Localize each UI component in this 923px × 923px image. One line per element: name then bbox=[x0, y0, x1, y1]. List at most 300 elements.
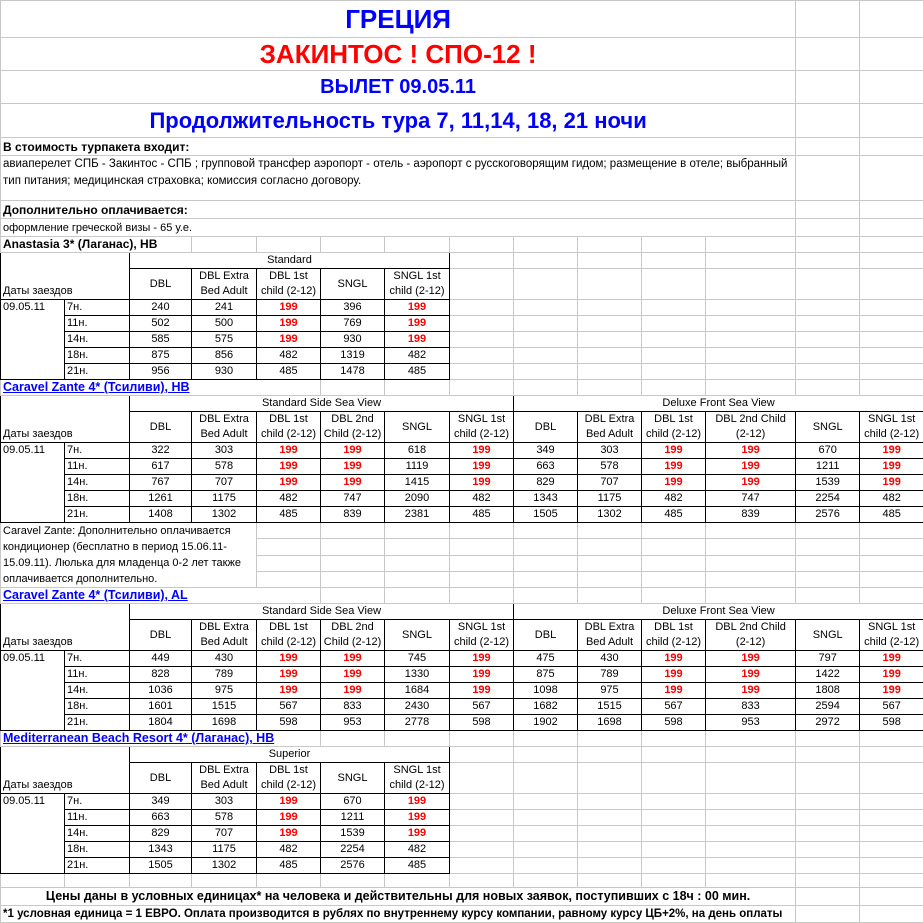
sheet-row bbox=[1, 888, 923, 906]
price-cell: 769 bbox=[321, 316, 385, 332]
price-cell: 482 bbox=[385, 348, 450, 364]
price-cell: 199 bbox=[450, 475, 514, 491]
price-cell: 199 bbox=[257, 826, 321, 842]
empty-cell bbox=[385, 523, 450, 539]
dates-label: Даты заездов bbox=[1, 396, 130, 443]
nights-label: 18н. bbox=[65, 348, 130, 364]
nights-label: 21н. bbox=[65, 507, 130, 523]
price-cell: 485 bbox=[257, 507, 321, 523]
empty-cell bbox=[860, 1, 923, 38]
price-cell: 1515 bbox=[192, 699, 257, 715]
hotel-title-link[interactable]: Mediterranean Beach Resort 4* (Лаганас), HB bbox=[1, 731, 321, 747]
empty-cell bbox=[514, 539, 578, 555]
empty-cell bbox=[192, 237, 257, 253]
column-header: SNGL bbox=[321, 269, 385, 300]
empty-cell bbox=[578, 332, 642, 348]
column-header: DBL bbox=[130, 412, 192, 443]
empty-cell bbox=[860, 156, 923, 201]
empty-cell bbox=[642, 858, 706, 874]
empty-cell bbox=[706, 348, 796, 364]
empty-cell bbox=[796, 731, 860, 747]
empty-cell bbox=[706, 523, 796, 539]
empty-cell bbox=[642, 380, 706, 396]
column-header: SNGL bbox=[385, 412, 450, 443]
column-header: DBL Extra Bed Adult bbox=[578, 412, 642, 443]
sheet-row bbox=[1, 253, 923, 269]
price-cell: 396 bbox=[321, 300, 385, 316]
empty-cell bbox=[860, 104, 923, 138]
price-cell: 747 bbox=[706, 491, 796, 507]
empty-cell bbox=[385, 731, 450, 747]
empty-cell bbox=[860, 237, 923, 253]
empty-cell bbox=[321, 380, 385, 396]
arrival-date: 09.05.11 bbox=[1, 651, 65, 731]
column-header: SNGL bbox=[796, 620, 860, 651]
empty-cell bbox=[796, 269, 860, 300]
empty-cell bbox=[860, 71, 923, 104]
empty-cell bbox=[385, 588, 450, 604]
price-cell: 199 bbox=[385, 300, 450, 316]
price-cell: 1698 bbox=[192, 715, 257, 731]
empty-cell bbox=[860, 842, 923, 858]
price-cell: 199 bbox=[257, 316, 321, 332]
empty-cell bbox=[578, 874, 642, 888]
price-cell: 1505 bbox=[130, 858, 192, 874]
price-cell: 953 bbox=[706, 715, 796, 731]
price-cell: 1808 bbox=[796, 683, 860, 699]
empty-cell bbox=[706, 332, 796, 348]
price-cell: 485 bbox=[385, 364, 450, 380]
sheet-row bbox=[1, 604, 923, 620]
sheet-row bbox=[1, 219, 923, 237]
price-cell: 578 bbox=[578, 459, 642, 475]
price-cell: 199 bbox=[450, 683, 514, 699]
sheet-row bbox=[1, 156, 923, 201]
empty-cell bbox=[578, 523, 642, 539]
empty-cell bbox=[706, 364, 796, 380]
empty-cell bbox=[706, 747, 796, 763]
extra-label: Дополнительно оплачивается: bbox=[1, 201, 796, 219]
nights-label: 7н. bbox=[65, 651, 130, 667]
empty-cell bbox=[706, 794, 796, 810]
empty-cell bbox=[796, 348, 860, 364]
nights-label: 14н. bbox=[65, 475, 130, 491]
price-cell: 567 bbox=[450, 699, 514, 715]
empty-cell bbox=[860, 219, 923, 237]
empty-cell bbox=[257, 523, 321, 539]
price-cell: 747 bbox=[321, 491, 385, 507]
column-header: DBL Extra Bed Adult bbox=[192, 620, 257, 651]
price-cell: 482 bbox=[385, 842, 450, 858]
empty-cell bbox=[860, 300, 923, 316]
empty-cell bbox=[706, 588, 796, 604]
sheet-row bbox=[1, 651, 923, 667]
price-cell: 953 bbox=[321, 715, 385, 731]
hotel-title-link[interactable]: Caravel Zante 4* (Тсиливи), HB bbox=[1, 380, 321, 396]
empty-cell bbox=[796, 138, 860, 156]
column-header: SNGL 1st child (2-12) bbox=[860, 620, 923, 651]
price-cell: 2576 bbox=[321, 858, 385, 874]
sheet-row bbox=[1, 763, 923, 794]
price-cell: 2778 bbox=[385, 715, 450, 731]
empty-cell bbox=[796, 539, 860, 555]
price-cell: 199 bbox=[257, 683, 321, 699]
price-cell: 2972 bbox=[796, 715, 860, 731]
empty-cell bbox=[514, 380, 578, 396]
price-cell: 670 bbox=[796, 443, 860, 459]
hotel-title-link[interactable]: Caravel Zante 4* (Тсиливи), AL bbox=[1, 588, 321, 604]
empty-cell bbox=[642, 253, 706, 269]
price-cell: 956 bbox=[130, 364, 192, 380]
empty-cell bbox=[642, 588, 706, 604]
column-header: DBL 1st child (2-12) bbox=[257, 412, 321, 443]
price-cell: 199 bbox=[706, 443, 796, 459]
empty-cell bbox=[514, 300, 578, 316]
empty-cell bbox=[385, 380, 450, 396]
price-cell: 199 bbox=[642, 667, 706, 683]
price-cell: 1119 bbox=[385, 459, 450, 475]
sheet-row bbox=[1, 731, 923, 747]
price-cell: 789 bbox=[192, 667, 257, 683]
empty-cell bbox=[514, 237, 578, 253]
sheet-row bbox=[1, 715, 923, 731]
empty-cell bbox=[860, 906, 923, 923]
footer-currency-note: *1 условная единица = 1 ЕВРО. Оплата производится в рублях по внутреннему курсу компании, равному курсу ЦБ+2%, на день оплаты bbox=[1, 906, 796, 923]
column-header: SNGL 1st child (2-12) bbox=[860, 412, 923, 443]
price-cell: 1302 bbox=[192, 507, 257, 523]
column-header: DBL 1st child (2-12) bbox=[257, 269, 321, 300]
empty-cell bbox=[796, 364, 860, 380]
price-cell: 482 bbox=[257, 348, 321, 364]
empty-cell bbox=[706, 858, 796, 874]
price-cell: 322 bbox=[130, 443, 192, 459]
column-header: SNGL bbox=[385, 620, 450, 651]
empty-cell bbox=[321, 237, 385, 253]
price-cell: 199 bbox=[642, 651, 706, 667]
empty-cell bbox=[796, 571, 860, 587]
empty-cell bbox=[450, 810, 514, 826]
arrival-date: 09.05.11 bbox=[1, 794, 65, 874]
empty-cell bbox=[642, 332, 706, 348]
price-cell: 199 bbox=[706, 475, 796, 491]
price-cell: 663 bbox=[130, 810, 192, 826]
sheet-row bbox=[1, 71, 923, 104]
price-cell: 585 bbox=[130, 332, 192, 348]
price-cell: 2090 bbox=[385, 491, 450, 507]
empty-cell bbox=[514, 858, 578, 874]
price-cell: 875 bbox=[514, 667, 578, 683]
price-cell: 2594 bbox=[796, 699, 860, 715]
nights-label: 18н. bbox=[65, 842, 130, 858]
empty-cell bbox=[514, 348, 578, 364]
empty-cell bbox=[578, 810, 642, 826]
empty-cell bbox=[642, 539, 706, 555]
nights-label: 11н. bbox=[65, 667, 130, 683]
empty-cell bbox=[514, 763, 578, 794]
room-type-header: Standard bbox=[130, 253, 450, 269]
price-cell: 449 bbox=[130, 651, 192, 667]
price-cell: 199 bbox=[257, 459, 321, 475]
price-cell: 199 bbox=[642, 475, 706, 491]
price-cell: 199 bbox=[450, 651, 514, 667]
column-header: DBL 2nd Child (2-12) bbox=[321, 620, 385, 651]
resort-title: ЗАКИНТОС ! СПО-12 ! bbox=[1, 38, 796, 71]
price-cell: 349 bbox=[130, 794, 192, 810]
price-cell: 707 bbox=[192, 475, 257, 491]
empty-cell bbox=[796, 38, 860, 71]
empty-cell bbox=[514, 332, 578, 348]
empty-cell bbox=[642, 237, 706, 253]
price-cell: 1478 bbox=[321, 364, 385, 380]
nights-label: 21н. bbox=[65, 715, 130, 731]
empty-cell bbox=[706, 571, 796, 587]
price-cell: 2254 bbox=[796, 491, 860, 507]
empty-cell bbox=[450, 747, 514, 763]
empty-cell bbox=[257, 237, 321, 253]
sheet-row bbox=[1, 364, 923, 380]
price-cell: 199 bbox=[706, 667, 796, 683]
empty-cell bbox=[321, 874, 385, 888]
sheet-row bbox=[1, 316, 923, 332]
empty-cell bbox=[706, 300, 796, 316]
empty-cell bbox=[514, 826, 578, 842]
price-cell: 482 bbox=[257, 842, 321, 858]
hotel-note: Caravel Zante: Дополнительно оплачивается кондиционер (бесплатно в период 15.06.11-15.09.11). Люлька для младенца 0-2 лет также оплачивается дополнительно. bbox=[1, 523, 257, 588]
price-cell: 2576 bbox=[796, 507, 860, 523]
empty-cell bbox=[450, 237, 514, 253]
empty-cell bbox=[514, 842, 578, 858]
empty-cell bbox=[514, 269, 578, 300]
price-cell: 975 bbox=[578, 683, 642, 699]
empty-cell bbox=[450, 300, 514, 316]
empty-cell bbox=[642, 364, 706, 380]
empty-cell bbox=[578, 269, 642, 300]
sheet-row bbox=[1, 237, 923, 253]
empty-cell bbox=[192, 874, 257, 888]
empty-cell bbox=[796, 71, 860, 104]
empty-cell bbox=[642, 300, 706, 316]
sheet-row bbox=[1, 810, 923, 826]
empty-cell bbox=[796, 794, 860, 810]
nights-label: 11н. bbox=[65, 810, 130, 826]
empty-cell bbox=[796, 300, 860, 316]
price-cell: 199 bbox=[450, 667, 514, 683]
empty-cell bbox=[450, 332, 514, 348]
price-cell: 767 bbox=[130, 475, 192, 491]
sheet-row bbox=[1, 794, 923, 810]
price-cell: 199 bbox=[642, 683, 706, 699]
price-cell: 833 bbox=[706, 699, 796, 715]
price-cell: 199 bbox=[706, 459, 796, 475]
empty-cell bbox=[514, 810, 578, 826]
empty-cell bbox=[450, 380, 514, 396]
price-cell: 199 bbox=[385, 316, 450, 332]
empty-cell bbox=[706, 874, 796, 888]
price-cell: 1330 bbox=[385, 667, 450, 683]
empty-cell bbox=[514, 588, 578, 604]
empty-cell bbox=[514, 253, 578, 269]
empty-cell bbox=[796, 201, 860, 219]
price-cell: 1211 bbox=[796, 459, 860, 475]
column-header: SNGL 1st child (2-12) bbox=[450, 412, 514, 443]
room-type-header: Deluxe Front Sea View bbox=[514, 396, 923, 412]
column-header: DBL Extra Bed Adult bbox=[192, 269, 257, 300]
empty-cell bbox=[860, 888, 923, 906]
price-cell: 482 bbox=[257, 491, 321, 507]
empty-cell bbox=[860, 571, 923, 587]
column-header: SNGL bbox=[796, 412, 860, 443]
price-cell: 567 bbox=[642, 699, 706, 715]
sheet-row bbox=[1, 874, 923, 888]
price-cell: 199 bbox=[385, 332, 450, 348]
price-cell: 707 bbox=[578, 475, 642, 491]
sheet-row bbox=[1, 332, 923, 348]
price-cell: 1343 bbox=[130, 842, 192, 858]
price-cell: 199 bbox=[257, 300, 321, 316]
price-cell: 1539 bbox=[796, 475, 860, 491]
empty-cell bbox=[796, 316, 860, 332]
empty-cell bbox=[385, 539, 450, 555]
empty-cell bbox=[860, 523, 923, 539]
footer-prices-note: Цены даны в условных единицах* на человека и действительны для новых заявок, поступивших с 18ч : 00 мин. bbox=[1, 888, 796, 906]
empty-cell bbox=[321, 555, 385, 571]
price-cell: 430 bbox=[578, 651, 642, 667]
empty-cell bbox=[860, 810, 923, 826]
empty-cell bbox=[450, 842, 514, 858]
empty-cell bbox=[860, 364, 923, 380]
nights-label: 21н. bbox=[65, 858, 130, 874]
empty-cell bbox=[578, 763, 642, 794]
price-cell: 240 bbox=[130, 300, 192, 316]
empty-cell bbox=[450, 731, 514, 747]
nights-label: 18н. bbox=[65, 491, 130, 507]
country-title: ГРЕЦИЯ bbox=[1, 1, 796, 38]
nights-label: 7н. bbox=[65, 794, 130, 810]
empty-cell bbox=[860, 763, 923, 794]
empty-cell bbox=[450, 858, 514, 874]
empty-cell bbox=[450, 523, 514, 539]
empty-cell bbox=[642, 316, 706, 332]
empty-cell bbox=[385, 237, 450, 253]
column-header: DBL Extra Bed Adult bbox=[192, 412, 257, 443]
empty-cell bbox=[450, 874, 514, 888]
price-cell: 199 bbox=[860, 459, 923, 475]
empty-cell bbox=[706, 253, 796, 269]
empty-cell bbox=[450, 364, 514, 380]
empty-cell bbox=[796, 555, 860, 571]
price-cell: 578 bbox=[192, 810, 257, 826]
price-cell: 482 bbox=[642, 491, 706, 507]
price-cell: 1036 bbox=[130, 683, 192, 699]
dates-label: Даты заездов bbox=[1, 747, 130, 794]
included-label: В стоимость турпакета входит: bbox=[1, 138, 796, 156]
empty-cell bbox=[706, 826, 796, 842]
price-cell: 1539 bbox=[321, 826, 385, 842]
price-cell: 839 bbox=[321, 507, 385, 523]
price-cell: 485 bbox=[860, 507, 923, 523]
empty-cell bbox=[860, 874, 923, 888]
price-cell: 1601 bbox=[130, 699, 192, 715]
empty-cell bbox=[450, 348, 514, 364]
empty-cell bbox=[796, 237, 860, 253]
price-cell: 1302 bbox=[578, 507, 642, 523]
price-cell: 975 bbox=[192, 683, 257, 699]
sheet-row bbox=[1, 443, 923, 459]
sheet-row bbox=[1, 459, 923, 475]
price-cell: 789 bbox=[578, 667, 642, 683]
price-cell: 199 bbox=[321, 459, 385, 475]
price-cell: 485 bbox=[385, 858, 450, 874]
empty-cell bbox=[796, 104, 860, 138]
empty-cell bbox=[860, 348, 923, 364]
empty-cell bbox=[796, 888, 860, 906]
empty-cell bbox=[450, 571, 514, 587]
price-cell: 199 bbox=[642, 443, 706, 459]
price-cell: 199 bbox=[257, 475, 321, 491]
empty-cell bbox=[642, 842, 706, 858]
sheet-row bbox=[1, 380, 923, 396]
column-header: DBL 1st child (2-12) bbox=[257, 763, 321, 794]
price-cell: 2430 bbox=[385, 699, 450, 715]
sheet-row bbox=[1, 269, 923, 300]
price-cell: 1422 bbox=[796, 667, 860, 683]
price-cell: 598 bbox=[642, 715, 706, 731]
column-header: DBL 1st child (2-12) bbox=[642, 412, 706, 443]
price-cell: 303 bbox=[192, 794, 257, 810]
sheet-row bbox=[1, 412, 923, 443]
price-cell: 598 bbox=[860, 715, 923, 731]
price-cell: 485 bbox=[257, 364, 321, 380]
empty-cell bbox=[796, 747, 860, 763]
price-cell: 618 bbox=[385, 443, 450, 459]
empty-cell bbox=[860, 555, 923, 571]
price-cell: 199 bbox=[860, 667, 923, 683]
column-header: DBL 2nd Child (2-12) bbox=[706, 412, 796, 443]
extra-text: оформление греческой визы - 65 у.е. bbox=[1, 219, 796, 237]
empty-cell bbox=[578, 364, 642, 380]
column-header: DBL bbox=[514, 412, 578, 443]
nights-label: 14н. bbox=[65, 332, 130, 348]
empty-cell bbox=[796, 156, 860, 201]
price-cell: 930 bbox=[192, 364, 257, 380]
empty-cell bbox=[796, 588, 860, 604]
price-cell: 1175 bbox=[578, 491, 642, 507]
nights-label: 18н. bbox=[65, 699, 130, 715]
price-cell: 567 bbox=[257, 699, 321, 715]
nights-label: 7н. bbox=[65, 300, 130, 316]
nights-label: 14н. bbox=[65, 826, 130, 842]
empty-cell bbox=[321, 731, 385, 747]
empty-cell bbox=[257, 555, 321, 571]
room-type-header: Standard Side Sea View bbox=[130, 604, 514, 620]
empty-cell bbox=[514, 316, 578, 332]
empty-cell bbox=[860, 201, 923, 219]
price-cell: 1175 bbox=[192, 491, 257, 507]
price-cell: 1804 bbox=[130, 715, 192, 731]
dates-label: Даты заездов bbox=[1, 253, 130, 300]
empty-cell bbox=[642, 348, 706, 364]
room-type-header: Deluxe Front Sea View bbox=[514, 604, 923, 620]
column-header: DBL Extra Bed Adult bbox=[578, 620, 642, 651]
price-cell: 828 bbox=[130, 667, 192, 683]
price-cell: 199 bbox=[321, 651, 385, 667]
sheet-row bbox=[1, 826, 923, 842]
price-cell: 199 bbox=[257, 667, 321, 683]
price-cell: 2254 bbox=[321, 842, 385, 858]
empty-cell bbox=[860, 794, 923, 810]
sheet-row bbox=[1, 858, 923, 874]
empty-cell bbox=[578, 316, 642, 332]
